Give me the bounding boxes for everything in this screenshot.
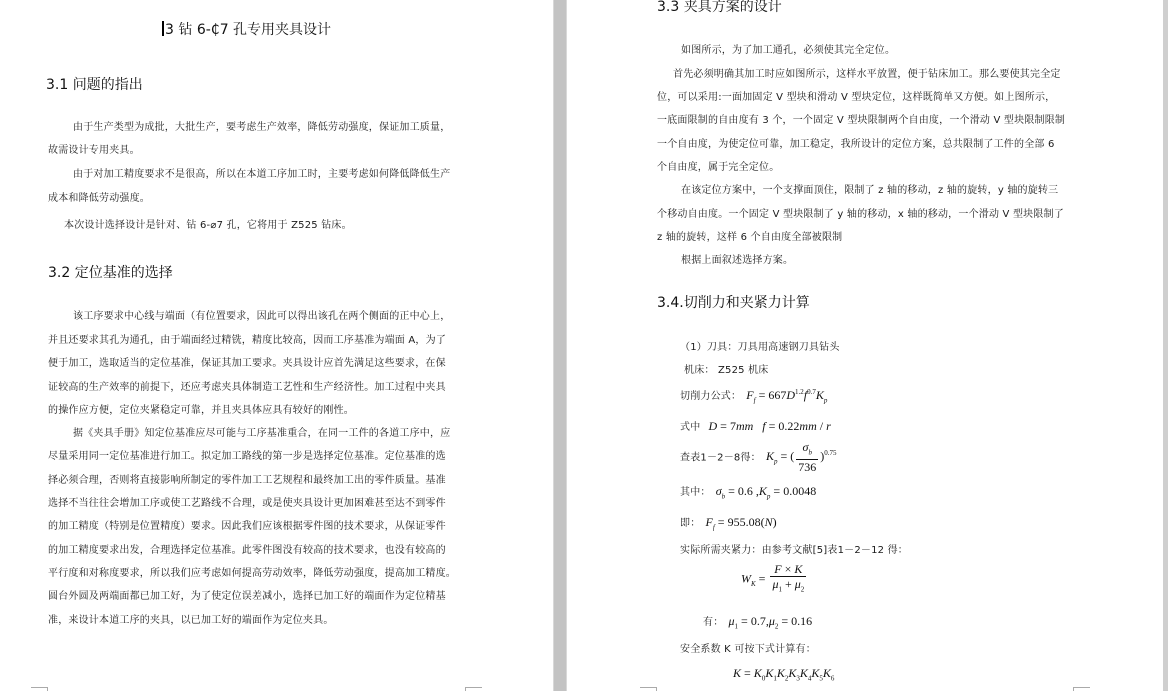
paragraph-line: 本次设计选择设计是针对、钻 6-⌀7 孔，它将用于 Z525 钻床。 xyxy=(64,220,352,231)
paragraph-line: 机床： Z525 机床 xyxy=(684,365,769,376)
paragraph-line: 证较高的生产效率的前提下，还应考虑夹具体制造工艺性和生产经济性。加工过程中夹具 xyxy=(48,382,446,393)
paragraph-line: 如图所示，为了加工通孔，必须使其完全定位。 xyxy=(681,45,896,56)
formula-parameters: 式中 D = 7mm f = 0.22mm / r xyxy=(680,419,831,433)
paragraph-line: 的加工精度要求出发，合理选择定位基准。此零件图没有较高的技术要求，也没有较高的 xyxy=(48,545,446,556)
paragraph-line: 的操作应方便，定位夹紧稳定可靠，并且夹具体应具有较好的刚性。 xyxy=(48,405,354,416)
paragraph-line: 一个自由度，为使定位可靠，加工稳定，我所设计的定位方案，总共限制了工件的全部 6 xyxy=(657,139,1055,150)
formula-cutting-force: 切削力公式： $F_f = 667D^{1.2}f^{0.7}K_p$ xyxy=(680,388,828,405)
margin-corner-mark xyxy=(465,687,482,691)
paragraph-line: 便于加工，选取适当的定位基准，保证其加工要求。夹具设计应首先满足这些要求，在保 xyxy=(48,358,446,369)
paragraph-line: 该工序要求中心线与端面（有位置要求，因此可以得出该孔在两个侧面的正中心上， xyxy=(73,311,451,322)
document-page-left xyxy=(0,0,553,691)
formula-friction: 有： $\mu_1 = 0.7,\mu_2 = 0.16$ xyxy=(703,614,813,631)
paragraph-line: 由于对加工精度要求不是很高，所以在本道工序加工时，主要考虑如何降低降低生产 xyxy=(73,169,451,180)
paragraph-line: 择必须合理，否则将直接影响所制定的零件加工工艺规程和最终加工出的零件质量。基准 xyxy=(48,475,446,486)
paragraph-line: 位，可以采用:一面加固定 V 型块和滑动 V 型块定位，这样既简单又方便。如上图所示， xyxy=(657,92,1056,103)
section-heading-3-1: 3.1 问题的指出 xyxy=(46,77,143,93)
paragraph-line: 并且还要求其孔为通孔，由于端面经过精铣，精度比较高，因而工序基准为端面 A，为了 xyxy=(48,335,447,346)
paragraph-line: 选择不当往往会增加工序或使工艺路线不合理，或是使夹具设计更加困难甚至达不到零件 xyxy=(48,498,446,509)
formula-clamping-force: $W_K$ = $\frac{F \times K}{\mu_1 + \mu_2}$ xyxy=(741,562,805,594)
paragraph-line: 首先必须明确其加工时应如图所示，这样水平放置，便于钻床加工。那么要使其完全定 xyxy=(673,69,1061,80)
paragraph-line: 根据上面叙述选择方案。 xyxy=(681,255,794,266)
section-heading-3-4: 3.4.切削力和夹紧力计算 xyxy=(657,295,810,311)
margin-corner-mark xyxy=(1073,687,1090,691)
paragraph-line: 平行度和对称度要求，所以我们应考虑如何提高劳动效率，降低劳动强度，提高加工精度。 xyxy=(48,568,456,579)
paragraph-line: 安全系数 K 可按下式计算有： xyxy=(680,644,816,655)
paragraph-line: 一底面限制的自由度有 3 个，一个固定 V 型块限制两个自由度，一个滑动 V 型块限制限制 xyxy=(657,115,1066,126)
paragraph-line: 由于生产类型为成批，大批生产，要考虑生产效率，降低劳动强度，保证加工质量， xyxy=(73,122,451,133)
paragraph-line: 在该定位方案中，一个支撑面顶住，限制了 z 轴的移动，z 轴的旋转，y 轴的旋转三 xyxy=(681,185,1059,196)
paragraph-line: 个移动自由度。一个固定 V 型块限制了 y 轴的移动，x 轴的移动，一个滑动 V 型块限制了 xyxy=(657,209,1064,220)
formula-safety-factor: $K = K_0K_1K_2K_3K_4K_5K_6$ xyxy=(733,666,835,683)
paragraph-line: （1）刀具：刀具用高速钢刀具钻头 xyxy=(680,342,840,353)
formula-kp: 查表1－2－8得： $K_p$ = ( $\frac{\sigma_b}{736}$ )$^{0.75}$ xyxy=(680,440,837,475)
paragraph-line: 个自由度，属于完全定位。 xyxy=(657,162,780,173)
page-gutter xyxy=(553,0,567,691)
paragraph-line: 圆台外圆及两端面都已加工好，为了使定位误差减小，选择已加工好的端面作为定位精基 xyxy=(48,591,446,602)
paragraph-line: 据《夹具手册》知定位基准应尽可能与工序基准重合，在同一工件的各道工序中，应 xyxy=(73,428,451,439)
paragraph-line: z 轴的旋转，这样 6 个自由度全部被限制 xyxy=(657,232,843,243)
section-heading-3-2: 3.2 定位基准的选择 xyxy=(48,265,173,281)
document-page-right xyxy=(567,0,1163,691)
paragraph-line: 准，来设计本道工序的夹具，以已加工好的端面作为定位夹具。 xyxy=(48,615,334,626)
paragraph-line: 的加工精度（特别是位置精度）要求。因此我们应该根据零件图的技术要求，从保证零件 xyxy=(48,521,446,532)
section-heading-3-3: 3.3 夹具方案的设计 xyxy=(657,0,782,15)
margin-corner-mark xyxy=(640,687,657,691)
window-edge xyxy=(1163,0,1168,691)
formula-values: 其中： $\sigma_b = 0.6$ $,K_p = 0.0048$ xyxy=(680,484,817,501)
paragraph-line: 故需设计专用夹具。 xyxy=(48,145,140,156)
margin-corner-mark xyxy=(31,687,48,691)
paragraph-line: 成本和降低劳动强度。 xyxy=(48,193,150,204)
formula-result: 即： $F_f = 955.08(N)$ xyxy=(680,515,777,532)
text-cursor xyxy=(162,21,164,36)
paragraph-line: 实际所需夹紧力：由参考文献[5]表1－2－12 得： xyxy=(680,545,908,556)
document-title: 3 钻 6-₵7 孔专用夹具设计 xyxy=(162,19,331,39)
paragraph-line: 尽量采用同一定位基准进行加工。拟定加工路线的第一步是选择定位基准。定位基准的选 xyxy=(48,451,446,462)
